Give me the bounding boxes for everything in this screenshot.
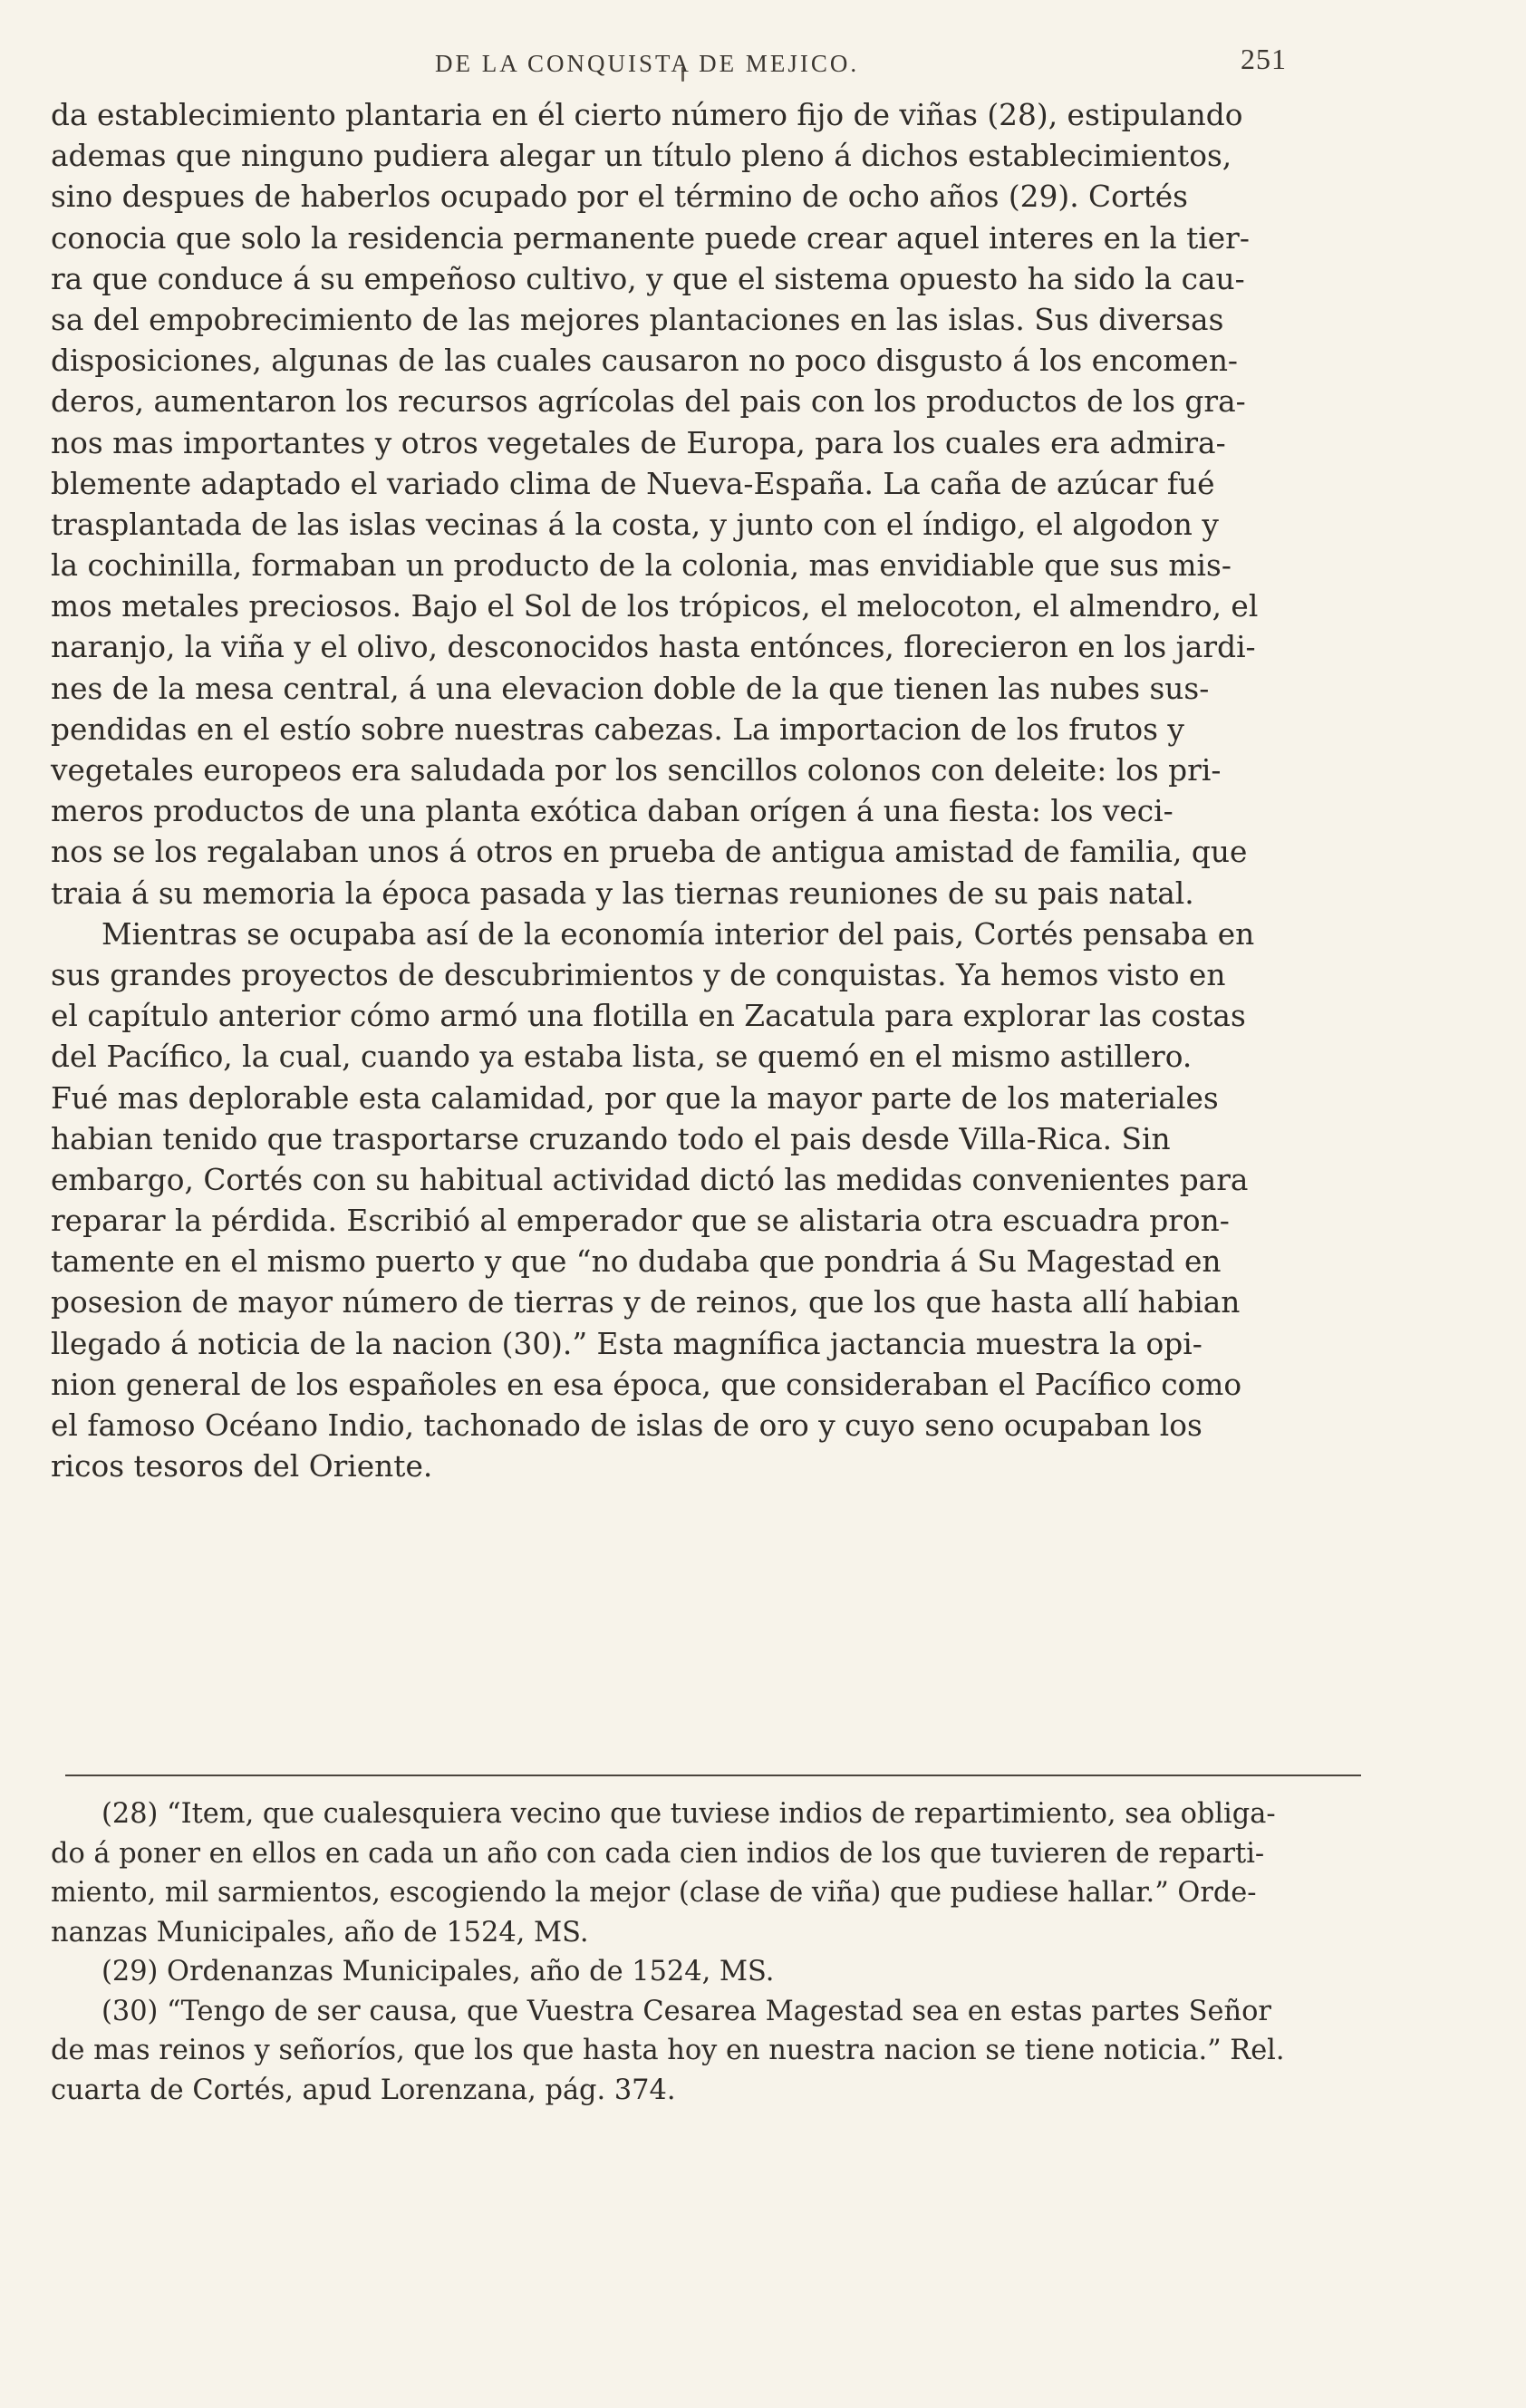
- text-line: embargo, Cortés con su habitual actividad dictó las medidas convenientes para: [51, 1162, 1249, 1197]
- header-title: DE LA CONQUISTA DE MEJICO.: [435, 50, 860, 77]
- text-line: llegado á noticia de la nacion (30).” Esta magnífica jactancia muestra la opi-: [51, 1326, 1202, 1361]
- text-line: tamente en el mismo puerto y que “no dudaba que pondria á Su Magestad en: [51, 1244, 1222, 1280]
- footnote-30: (30) “Tengo de ser causa, que Vuestra Cesarea Magestad sea en estas partes Señor: [101, 1995, 1271, 2027]
- footnote-29: (29) Ordenanzas Municipales, año de 1524, MS.: [101, 1956, 775, 1987]
- text-line: sus grandes proyectos de descubrimientos y de conquistas. Ya hemos visto en: [51, 957, 1226, 992]
- text-line: el capítulo anterior cómo armó una flotilla en Zacatula para explorar las costas: [51, 999, 1246, 1034]
- text-line: ricos tesoros del Oriente.: [51, 1449, 433, 1484]
- text-line: naranjo, la viña y el olivo, desconocidos hasta entónces, florecieron en los jardi-: [51, 630, 1256, 665]
- text-line: la cochinilla, formaban un producto de la colonia, mas envidiable que sus mis-: [51, 548, 1231, 584]
- text-line: ra que conduce á su empeñoso cultivo, y que el sistema opuesto ha sido la cau-: [51, 261, 1245, 296]
- text-line: trasplantada de las islas vecinas á la costa, y junto con el índigo, el algodon y: [51, 507, 1219, 542]
- text-line: sa del empobrecimiento de las mejores plantaciones en las islas. Sus diversas: [51, 302, 1224, 337]
- text-line: traia á su memoria la época pasada y las tiernas reuniones de su pais natal.: [51, 875, 1194, 911]
- text-line: Fué mas deplorable esta calamidad, por que la mayor parte de los materiales: [51, 1080, 1219, 1116]
- footnote-line: de mas reinos y señoríos, que los que hasta hoy en nuestra nacion se tiene noticia.” Rel.: [51, 2035, 1285, 2066]
- text-line: vegetales europeos era saludada por los sencillos colonos con deleite: los pri-: [51, 753, 1222, 788]
- text-line: mos metales preciosos. Bajo el Sol de los trópicos, el melocoton, el almendro, el: [51, 589, 1259, 624]
- paragraph-first-line: Mientras se ocupaba así de la economía interior del pais, Cortés pensaba en: [101, 916, 1255, 952]
- text-line: deros, aumentaron los recursos agrícolas del pais con los productos de los gra-: [51, 384, 1246, 420]
- footnote-line: miento, mil sarmientos, escogiendo la mejor (clase de viña) que pudiese hallar.” Orde-: [51, 1877, 1257, 1909]
- text-line: posesion de mayor número de tierras y de reinos, que los que hasta allí habian: [51, 1285, 1241, 1320]
- text-line: pendidas en el estío sobre nuestras cabezas. La importacion de los frutos y: [51, 711, 1184, 747]
- footnote-line: do á poner en ellos en cada un año con cada cien indios de los que tuvieren de reparti-: [51, 1837, 1265, 1870]
- footnote-line: nanzas Municipales, año de 1524, MS.: [51, 1916, 589, 1949]
- footnotes: [51, 1794, 1374, 2110]
- text-line: blemente adaptado el variado clima de Nueva-España. La caña de azúcar fué: [51, 466, 1215, 501]
- running-header: [435, 43, 1305, 86]
- text-line: nion general de los españoles en esa época, que consideraban el Pacífico como: [51, 1367, 1242, 1402]
- footnote-28: (28) “Item, que cualesquiera vecino que tuviese indios de repartimiento, sea obliga-: [101, 1798, 1276, 1830]
- text-line: del Pacífico, la cual, cuando ya estaba lista, se quemó en el mismo astillero.: [51, 1040, 1193, 1075]
- text-line: ademas que ninguno pudiera alegar un título pleno á dichos establecimientos,: [51, 139, 1232, 174]
- page-number: 251: [1241, 43, 1287, 75]
- footnote-line: cuarta de Cortés, apud Lorenzana, pág. 374.: [51, 2074, 676, 2106]
- text-line: conocia que solo la residencia permanente puede crear aquel interes en la tier-: [51, 220, 1250, 256]
- text-line: reparar la pérdida. Escribió al emperador que se alistaria otra escuadra pron-: [51, 1204, 1230, 1239]
- text-line: da establecimiento plantaria en él cierto número fijo de viñas (28), estipulando: [51, 98, 1243, 132]
- footnote-divider: [65, 1775, 1361, 1776]
- text-line: nes de la mesa central, á una elevacion doble de la que tienen las nubes sus-: [51, 671, 1210, 706]
- text-line: habian tenido que trasportarse cruzando todo el pais desde Villa-Rica. Sin: [51, 1121, 1171, 1156]
- text-line: nos se los regalaban unos á otros en prueba de antigua amistad de familia, que: [51, 835, 1248, 870]
- main-text: [51, 95, 1356, 1487]
- text-line: nos mas importantes y otros vegetales de Europa, para los cuales era admira-: [51, 425, 1226, 460]
- text-line: meros productos de una planta exótica daban orígen á una fiesta: los veci-: [51, 794, 1173, 829]
- text-line: el famoso Océano Indio, tachonado de islas de oro y cuyo seno ocupaban los: [51, 1408, 1202, 1443]
- text-line: sino despues de haberlos ocupado por el término de ocho años (29). Cortés: [51, 179, 1188, 215]
- text-line: disposiciones, algunas de las cuales causaron no poco disgusto á los encomen-: [51, 343, 1239, 379]
